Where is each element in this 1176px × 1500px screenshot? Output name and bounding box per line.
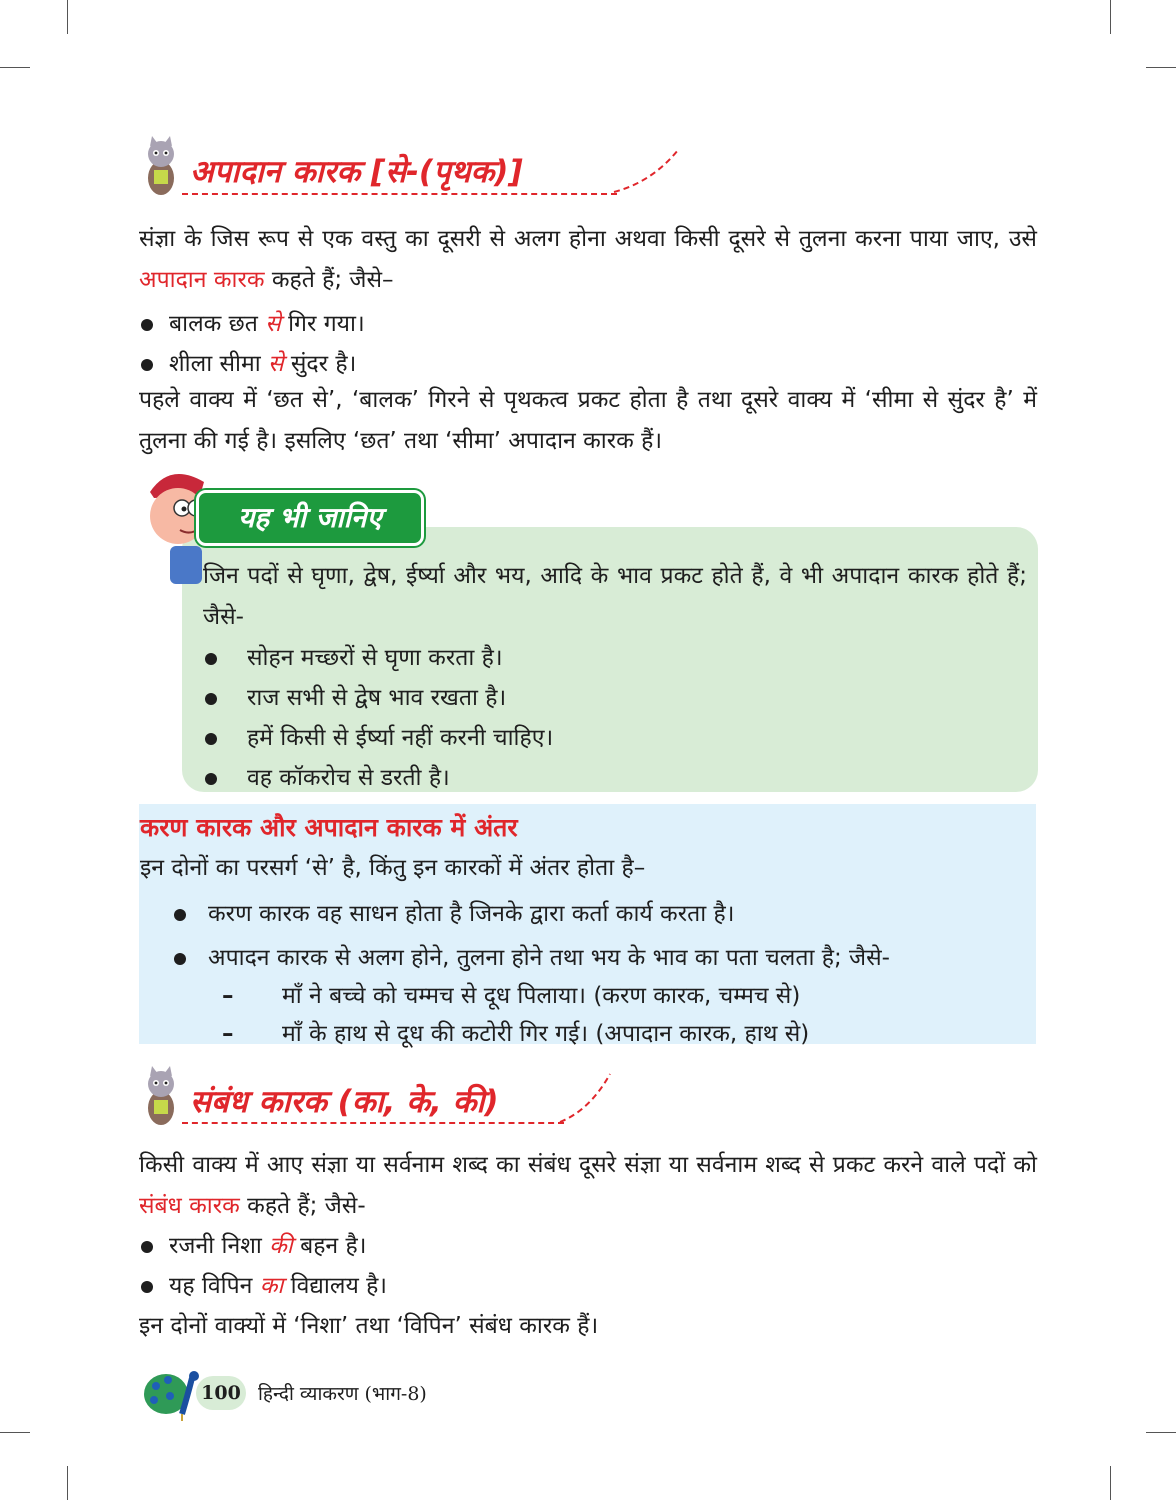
- crop-mark: [67, 0, 68, 34]
- section-heading-sambandh: संबंध कारक (का, के, की): [190, 1084, 499, 1120]
- bullet-icon: [141, 1241, 153, 1253]
- crop-mark: [1146, 67, 1176, 68]
- definition-term: अपादान कारक: [139, 267, 265, 293]
- heading-swoosh: [612, 146, 682, 196]
- bullet-icon: [174, 953, 186, 965]
- know-box-tag: यह भी जानिए: [196, 490, 424, 546]
- bullet-icon: [141, 1281, 153, 1293]
- example-text: गिर गया।: [280, 311, 365, 337]
- list-item-text: करण कारक वह साधन होता है जिनके द्वारा कर्ता कार्य करता है।: [208, 901, 735, 927]
- example-highlight: से: [265, 311, 281, 337]
- definition-text: कहते हैं; जैसे–: [264, 267, 394, 293]
- section-heading-apadan: अपादान कारक [से-(पृथक)]: [190, 154, 523, 190]
- crop-mark: [1110, 0, 1111, 34]
- crop-mark: [1146, 1432, 1176, 1433]
- example-text: सुंदर है।: [283, 351, 357, 377]
- example-text: रजनी निशा: [169, 1233, 270, 1259]
- crop-mark: [67, 1466, 68, 1500]
- know-box-intro: जिन पदों से घृणा, द्वेष, ईर्ष्या और भय, आदि के भाव प्रकट होते हैं, वे भी अपादान कारक होते हैं; जैसे-: [203, 563, 1027, 630]
- list-item: [174, 940, 890, 972]
- example-highlight: की: [269, 1233, 293, 1259]
- list-item: [205, 720, 553, 752]
- heading-underline: [182, 193, 617, 195]
- heading-swoosh: [558, 1070, 614, 1126]
- sambandh-definition: [139, 1145, 1037, 1227]
- apadan-definition: [139, 219, 1037, 301]
- example-text: बहन है।: [292, 1233, 367, 1259]
- list-item: [174, 896, 734, 928]
- apadan-explanation: पहले वाक्य में ‘छत से’, ‘बालक’ गिरने से पृथकत्व प्रकट होता है तथा दूसरे वाक्य में ‘सीमा से सुंदर है’ में तुलना की गई है। इसलिए ‘छत’ तथा ‘सीमा’ अपादान कारक हैं।: [139, 387, 1037, 454]
- list-item-text: हमें किसी से ईर्ष्या नहीं करनी चाहिए।: [247, 725, 554, 751]
- definition-text: कहते हैं; जैसे-: [239, 1193, 366, 1219]
- list-item-text: सोहन मच्छरों से घृणा करता है।: [247, 645, 503, 671]
- bullet-icon: [205, 653, 217, 665]
- bullet-icon: [141, 319, 153, 331]
- book-title: हिन्दी व्याकरण (भाग-8): [258, 1383, 427, 1405]
- dash-item-text: माँ ने बच्चे को चम्मच से दूध पिलाया। (करण कारक, चम्मच से): [282, 983, 801, 1009]
- example-item: [141, 346, 356, 378]
- bullet-icon: [205, 693, 217, 705]
- list-item-text: राज सभी से द्वेष भाव रखता है।: [247, 685, 507, 711]
- bullet-icon: [141, 359, 153, 371]
- crop-mark: [0, 1432, 30, 1433]
- bullet-icon: [174, 909, 186, 921]
- bullet-icon: [205, 733, 217, 745]
- dash-icon: –: [222, 983, 234, 1009]
- list-item: [205, 760, 450, 792]
- example-highlight: का: [259, 1273, 284, 1299]
- difference-heading: करण कारक और अपादान कारक में अंतर: [140, 813, 518, 842]
- example-text: शीला सीमा: [169, 351, 268, 377]
- page-number: 100: [196, 1376, 246, 1410]
- list-item: [205, 640, 503, 672]
- example-item: [141, 1228, 366, 1260]
- list-item: [205, 680, 506, 712]
- list-item-text: वह कॉकरोच से डरती है।: [247, 765, 450, 791]
- crop-mark: [1110, 1466, 1111, 1500]
- example-text: विद्यालय है।: [283, 1273, 388, 1299]
- example-text: बालक छत: [169, 311, 266, 337]
- definition-text: किसी वाक्य में आए संज्ञा या सर्वनाम शब्द का संबंध दूसरे संज्ञा या सर्वनाम शब्द से प्रकट करने वाले पदों को: [139, 1152, 1037, 1178]
- difference-intro: इन दोनों का परसर्ग ‘से’ है, किंतु इन कारकों में अंतर होता है–: [140, 855, 646, 881]
- example-highlight: से: [268, 351, 284, 377]
- dash-icon: –: [222, 1021, 234, 1047]
- cat-mascot-icon: [138, 1066, 184, 1128]
- cat-mascot-icon: [138, 136, 184, 198]
- list-item-text: अपादन कारक से अलग होने, तुलना होने तथा भय के भाव का पता चलता है; जैसे-: [208, 945, 890, 971]
- definition-text: संज्ञा के जिस रूप से एक वस्तु का दूसरी से अलग होना अथवा किसी दूसरे से तुलना करना पाया जाए, उसे: [139, 226, 1037, 252]
- example-text: यह विपिन: [169, 1273, 260, 1299]
- dash-item: [222, 978, 800, 1010]
- example-item: [141, 306, 365, 338]
- heading-underline: [182, 1122, 564, 1124]
- bullet-icon: [205, 773, 217, 785]
- sambandh-explanation: इन दोनों वाक्यों में ‘निशा’ तथा ‘विपिन’ संबंध कारक हैं।: [139, 1313, 599, 1339]
- crop-mark: [0, 67, 30, 68]
- dash-item-text: माँ के हाथ से दूध की कटोरी गिर गई। (अपादान कारक, हाथ से): [282, 1021, 810, 1047]
- definition-term: संबंध कारक: [139, 1193, 240, 1219]
- dash-item: [222, 1016, 809, 1048]
- example-item: [141, 1268, 387, 1300]
